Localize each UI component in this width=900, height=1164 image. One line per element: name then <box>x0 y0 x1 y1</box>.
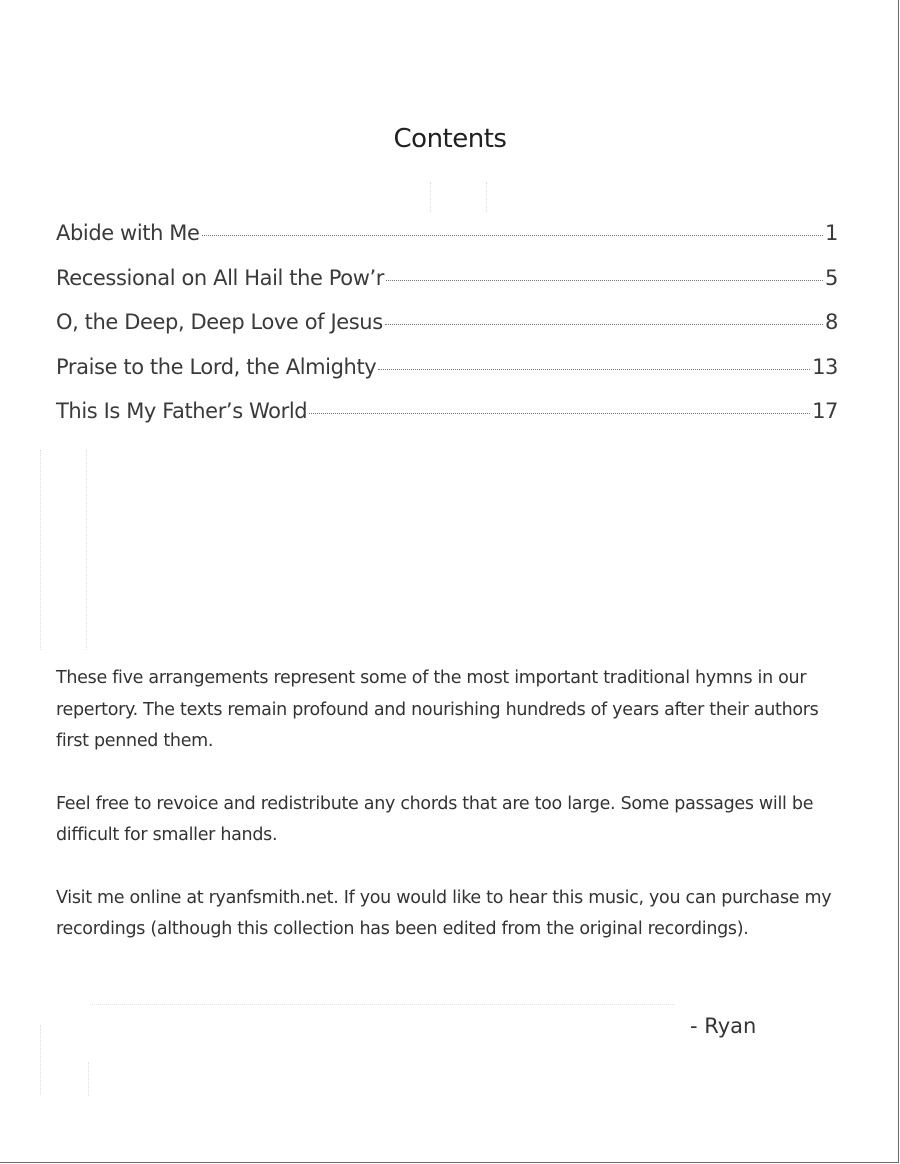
toc-dot-leader <box>202 235 824 236</box>
toc-dot-leader <box>309 413 810 414</box>
toc-entry-title: Abide with Me <box>56 221 200 245</box>
preface-paragraph: Feel free to revoice and redistribute any chords that are too large. Some passages will be difficult for smaller hands. <box>56 793 814 845</box>
toc-entry[interactable] <box>56 355 838 400</box>
toc-entry[interactable] <box>56 399 838 444</box>
scan-artifact <box>90 1004 675 1005</box>
table-of-contents <box>56 221 838 444</box>
toc-entry-page: 1 <box>825 221 838 245</box>
toc-entry-title: This Is My Father’s World <box>56 399 308 423</box>
toc-entry[interactable] <box>56 221 838 266</box>
scan-artifact <box>40 450 41 650</box>
toc-dot-leader <box>378 369 810 370</box>
page-title: Contents <box>393 124 507 154</box>
preface-paragraph: Visit me online at ryanfsmith.net. If you would like to hear this music, you can purchase my recordings (although this collection has been edited from the original recordings). <box>56 887 832 939</box>
toc-entry-title: Praise to the Lord, the Almighty <box>56 354 377 379</box>
scan-artifact <box>40 1025 41 1095</box>
scan-artifact <box>88 1062 89 1096</box>
toc-entry-page: 13 <box>812 354 838 379</box>
toc-entry[interactable] <box>56 310 838 355</box>
toc-dot-leader <box>386 280 823 281</box>
toc-entry-page: 8 <box>825 310 838 334</box>
scan-artifact <box>86 450 87 650</box>
scan-artifact <box>430 182 431 212</box>
scan-artifact <box>486 182 487 212</box>
toc-entry-title: Recessional on All Hail the Pow’r <box>56 265 385 290</box>
preface-text <box>56 663 846 977</box>
toc-dot-leader <box>385 324 823 325</box>
toc-entry[interactable] <box>56 266 838 311</box>
toc-entry-page: 17 <box>812 399 838 423</box>
author-signature: - Ryan <box>690 1014 757 1038</box>
toc-entry-title: O, the Deep, Deep Love of Jesus <box>56 310 383 334</box>
toc-entry-page: 5 <box>825 265 838 290</box>
preface-paragraph: These five arrangements represent some of the most important traditional hymns in our repertory. The texts remain profound and nourishing hundreds of years after their authors first penned them. <box>56 668 819 751</box>
